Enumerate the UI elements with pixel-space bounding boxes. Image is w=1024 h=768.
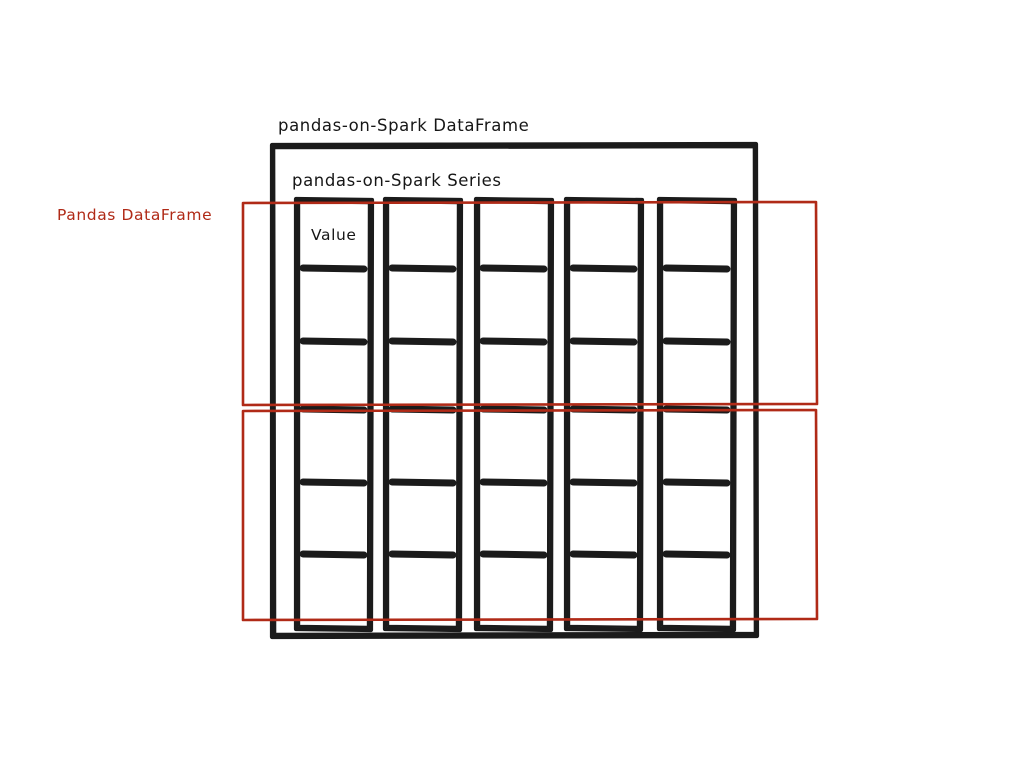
outer-box-label: pandas-on-Spark DataFrame [278,116,530,135]
cell-value-label: Value [311,226,357,244]
series-column-2 [385,199,461,630]
series-box-label: pandas-on-Spark Series [292,171,502,190]
pandas-dataframe-overlay-label: Pandas DataFrame [57,206,213,224]
outer-dataframe-box [272,144,757,637]
pandas-dataframe-overlay-2 [243,410,817,620]
series-column-1 [296,199,372,630]
series-column-5 [659,199,735,630]
series-column-4 [566,199,642,630]
series-column-3 [476,199,552,630]
